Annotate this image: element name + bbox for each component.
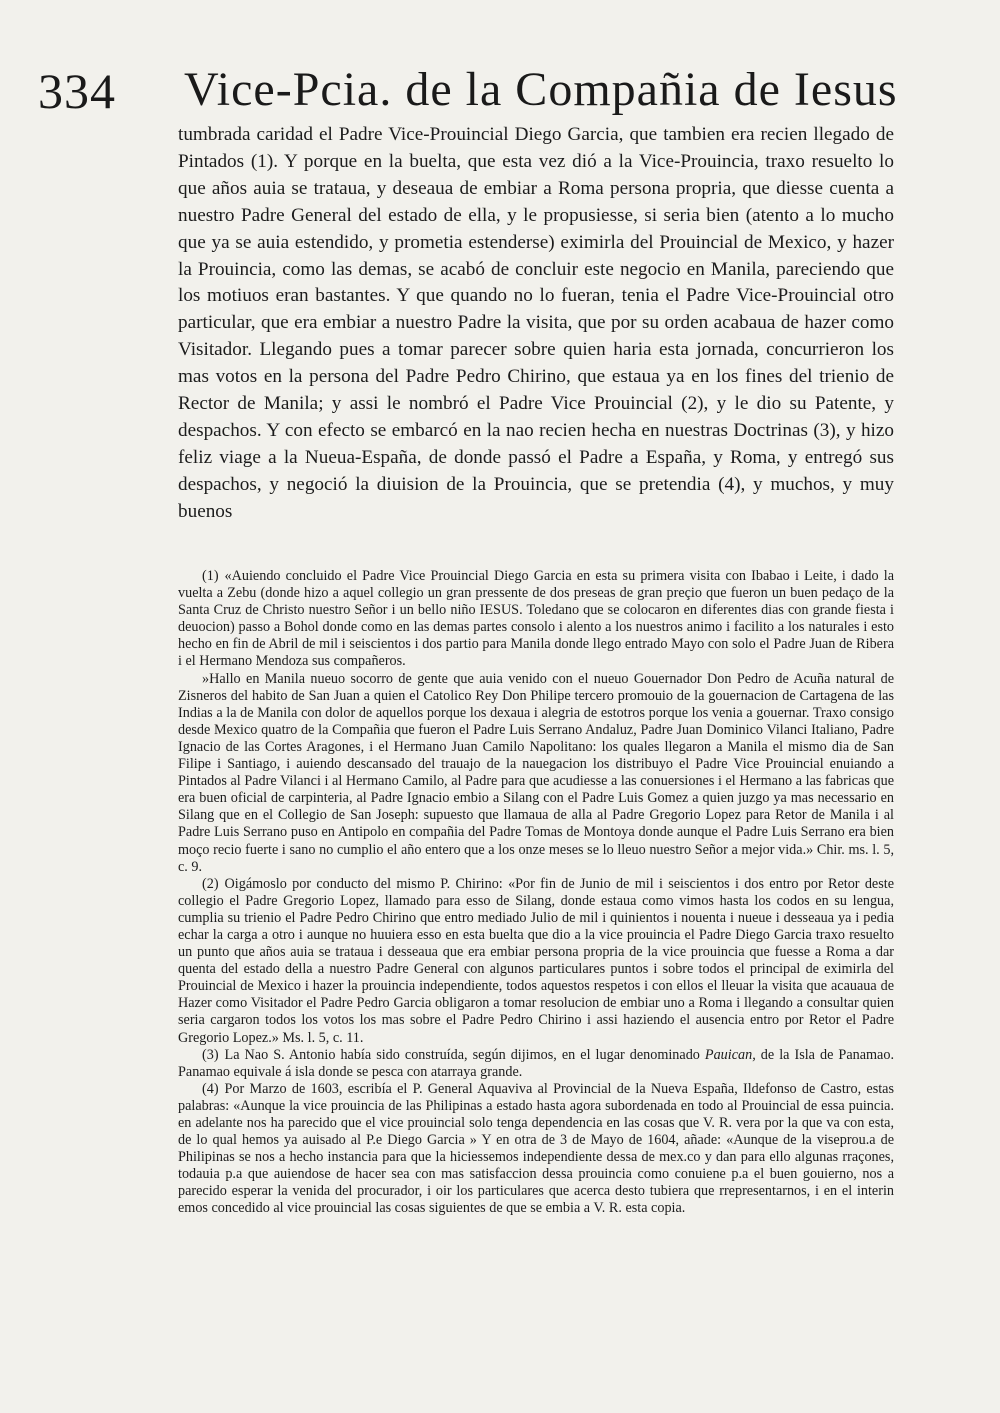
footnote-text: La Nao S. Antonio había sido construída, según dijimos, en el lugar denominado bbox=[224, 1046, 705, 1063]
main-text-block: tumbrada caridad el Padre Vice-Prouincial Diego Garcia, que tambien era recien llegado de Pintados (1). Y porque en la buelta, que esta vez dió a la Vice-Prouincia, traxo resuelto lo que años auia se trataua, y deseaua de embiar a Roma persona propria, que diesse cuenta a nuestro Padre General del estado de ella, y le propusiesse, si seria bien (atento a lo mucho que ya se auia estendido, y prometia estenderse) eximirla del Prouincial de Mexico, y hazer la Prouincia, como las demas, se acabó de concluir este negocio en Manila, pareciendo que los motiuos eran bastantes. Y que quando no lo fueran, tenia el Padre Vice-Prouincial otro particular, que era embiar a nuestro Padre la visita, que por su orden acabaua de hazer como Visitador. Llegando pues a tomar parecer sobre quien haria esta jornada, concurrieron los mas votos en la persona del Padre Pedro Chirino, que estaua ya en los fines del trienio de Rector de Manila; y assi le nombró el Padre Vice Prouincial (2), y le dio su Patente, y despachos. Y con efecto se embarcó en la nao recien hecha en nuestras Doctrinas (3), y hizo feliz viage a la Nueua-España, de donde passó el Padre a España, y Roma, y entregó sus despachos, y negoció la diuision de la Prouincia, que se pretendia (4), y muchos, y muy buenos bbox=[178, 124, 894, 522]
footnote-4 bbox=[178, 1081, 894, 1218]
footnote-text: de la Isla de Panamao. Panamao equivale á isla donde se pesca con atarraya grande. bbox=[178, 1046, 894, 1080]
footnote-1 bbox=[178, 568, 894, 671]
footnote-2 bbox=[178, 876, 894, 1047]
running-title: Vice-Pcia. de la Compañia de Iesus bbox=[184, 63, 898, 116]
footnote-marker: (4) bbox=[202, 1080, 219, 1097]
footnote-text: Por Marzo de 1603, escribía el P. General Aquaviva al Provincial de la Nueva España, Ildefonso de Castro, estas palabras: «Aunque la vice prouincia de las Philipinas a estado hasta agora subordenada en todo al Prouincial de essa puincia. en adelante nos ha parecido que el vice prouincial solo tenga dependencia en las cosas que V. R. vera por la que va con esta, de lo qual hemos ya auisado al P.e Diego Garcia » Y en otra de 3 de Mayo de 1604, añade: «Aunque de la viseprou.a de Philipinas se nos a hecho instancia para que la hiciessemos independiente dessa de mex.co y dan para ello algunas rraçones, todauia p.a que auiendose de hacer sea con mas satisfaccion dessa prouincia como conuiene p.a el buen gouierno, nos a parecido esperar la venida del procurador, i oir los particulares que acerca desto tubiera que rrepresentarnos, i en el interin emos concedido al vice prouincial las cosas siguientes de que se embia a V. R. esta copia. bbox=[178, 1080, 894, 1217]
footnote-text: »Hallo en Manila nueuo socorro de gente que auia venido con el nueuo Gouernador Don Pedro de Acuña natural de Zisneros del habito de San Juan a quien el Catolico Rey Don Philipe tercero promouio de la gouernacion de Cartagena de las Indias a la de Manila con dolor de aquellos porque los dexaua i alegria de estotros porque los venia a gouernar. Traxo consigo desde Mexico quatro de la Compañia que fueron el Padre Luis Serrano Andaluz, Padre Juan Dominico Vilanci Italiano, Padre Ignacio de las Cortes Aragones, i el Hermano Juan Camilo Napolitano: los quales llegaron a Manila el mismo dia de San Filipe i Santiago, i auiendo descansado del trauajo de la nauegacion los distribuyo el Padre Vice Prouincial enuiando a Pintados al Padre Vilanci i al Hermano Camilo, al Padre para que acudiesse a las conuersiones i el Hermano a las fabricas que era buen oficial de carpinteria, al Padre Ignacio embio a Silang con el Padre Luis Gomez a quien juzgo ya mas necessario en Silang que en el Collegio de San Joseph: supuesto que llamaua de alla al Padre Gregorio Lopez para Retor de Manila i al Padre Luis Serrano puso en Antipolo en compañia del Padre Tomas de Montoya donde aunque el Padre Luis Serrano era bien moço recio fuerte i sano no cumplio el año entero que a los onze meses se lo lleuo nuestro Señor a mejor vida.» Chir. ms. l. 5, c. 9. bbox=[178, 670, 894, 875]
footnote-marker: (2) bbox=[202, 875, 219, 892]
page-number: 334 bbox=[38, 63, 116, 119]
footnote-1-continued bbox=[178, 671, 894, 876]
footnote-marker: (3) bbox=[202, 1046, 219, 1063]
footnote-text: «Auiendo concluido el Padre Vice Prouincial Diego Garcia en esta su primera visita con Ibabao i Leite, i dado la vuelta a Zebu (donde hizo a aquel collegio un gran pressente de dos preseas de gran preçio que fueron un buen pedaço de la Santa Cruz de Christo nuestro Señor i un bello niño IESUS. Toledano que se colocaron en diferentes dias con grande fiesta i deuocion) passo a Bohol donde como en las demas partes consolo i alento a los nuestros animo i facilito a los naturales i esto hecho en fin de Abril de mil i seiscientos i dos partio para Manila donde llego entrado Mayo con solo el Padre Juan de Ribera i el Hermano Mendoza sus compañeros. bbox=[178, 568, 894, 670]
footnote-text: Oigámoslo por conducto del mismo P. Chirino: «Por fin de Junio de mil i seiscientos i dos entro por Retor deste collegio el Padre Gregorio Lopez, llamado para esso de Silang, donde estaua como vimos hasta los codos en su lengua, cumplia su trienio el Padre Pedro Chirino que entro mediado Julio de mil i quinientos i nouenta i nueue i desseaua ya i pedia echar la carga a otro i aunque no huuiera esso en esta buelta que dio a la vice prouincia el Padre Diego Garcia traxo resuelto un punto que años auia se trataua i desseaua que era embiar persona propria de la vice prouincia que fuesse a Roma a dar quenta del estado della a nuestro Padre General con algunos particulares puntos i sobre todos el principal de eximirla del Prouincial de Mexico i hazer la prouincia independiente, todos aquestos respetos i con ellos el lleuar la visita que acauaua de Hazer como Visitador el Padre Pedro Garcia obligaron a tomar resolucion de embiar uno a Roma i llegando a consultar quien seria cargaron todos los votos los mas sobre el Padre Pedro Chirino i assi haziendo el ausencia entro por Retor el Padre Gregorio Lopez.» Ms. l. 5, c. 11. bbox=[178, 875, 894, 1046]
footnotes bbox=[178, 568, 894, 1218]
footnote-italic-place-name: Pauican, bbox=[704, 1046, 756, 1063]
footnote-3 bbox=[178, 1047, 894, 1081]
footnote-marker: (1) bbox=[202, 568, 219, 584]
